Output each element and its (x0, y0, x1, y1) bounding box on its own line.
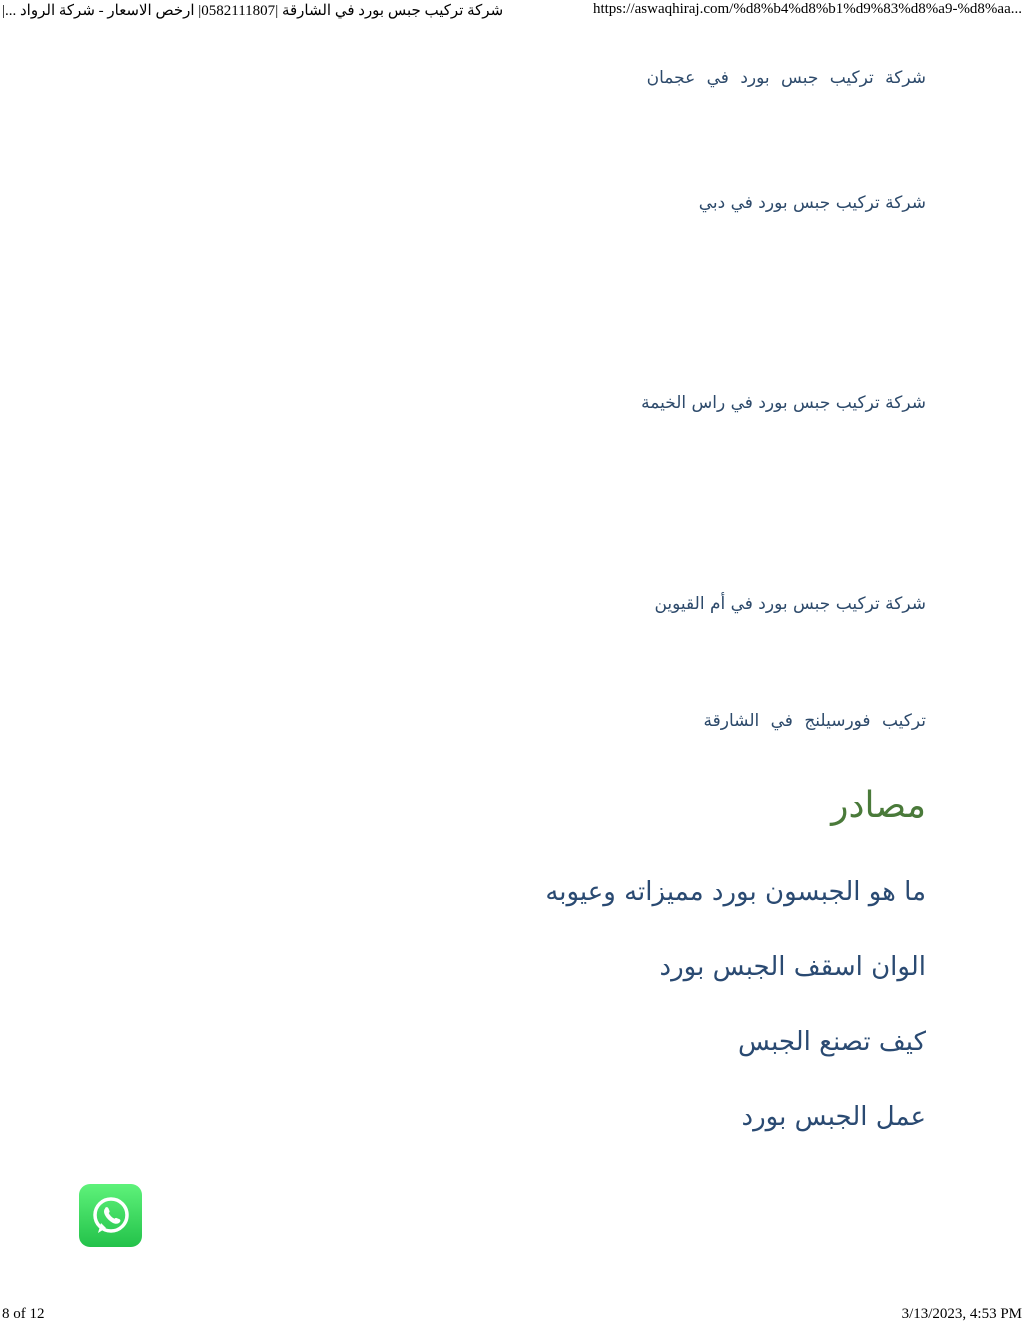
link-ajman[interactable]: شركة تركيب جبس بورد في عجمان (646, 68, 926, 88)
whatsapp-icon (88, 1193, 134, 1239)
link-umm-al-quwain[interactable]: شركة تركيب جبس بورد في أم القيوين (654, 594, 926, 614)
link-dubai[interactable]: شركة تركيب جبس بورد في دبي (698, 193, 926, 213)
source-link-gypsum-board-work[interactable]: عمل الجبس بورد (741, 1102, 926, 1132)
print-datetime: 3/13/2023, 4:53 PM (901, 1306, 1022, 1322)
whatsapp-button[interactable] (79, 1184, 142, 1247)
print-page-url: https://aswaqhiraj.com/%d8%b4%d8%b1%d9%83%d8%a9-%d8%aa... (592, 1, 1022, 17)
page-counter: 8 of 12 (2, 1306, 45, 1322)
link-ras-al-khaimah[interactable]: شركة تركيب جبس بورد في راس الخيمة (641, 393, 926, 413)
source-link-how-gypsum-made[interactable]: كيف تصنع الجبس (737, 1027, 926, 1057)
print-page-title: شركة تركيب جبس بورد في الشارقة |0582111807| ارخص الاسعار - شركة الرواد ...| (2, 3, 504, 19)
source-link-ceiling-colors[interactable]: الوان اسقف الجبس بورد (659, 952, 926, 982)
link-forceiling-sharjah[interactable]: تركيب فورسيلنج في الشارقة (703, 711, 926, 731)
source-link-gypsum-board-pros-cons[interactable]: ما هو الجبسون بورد مميزاته وعيوبه (545, 877, 926, 907)
print-footer (0, 1303, 1024, 1325)
sources-heading: مصادر (831, 785, 926, 826)
